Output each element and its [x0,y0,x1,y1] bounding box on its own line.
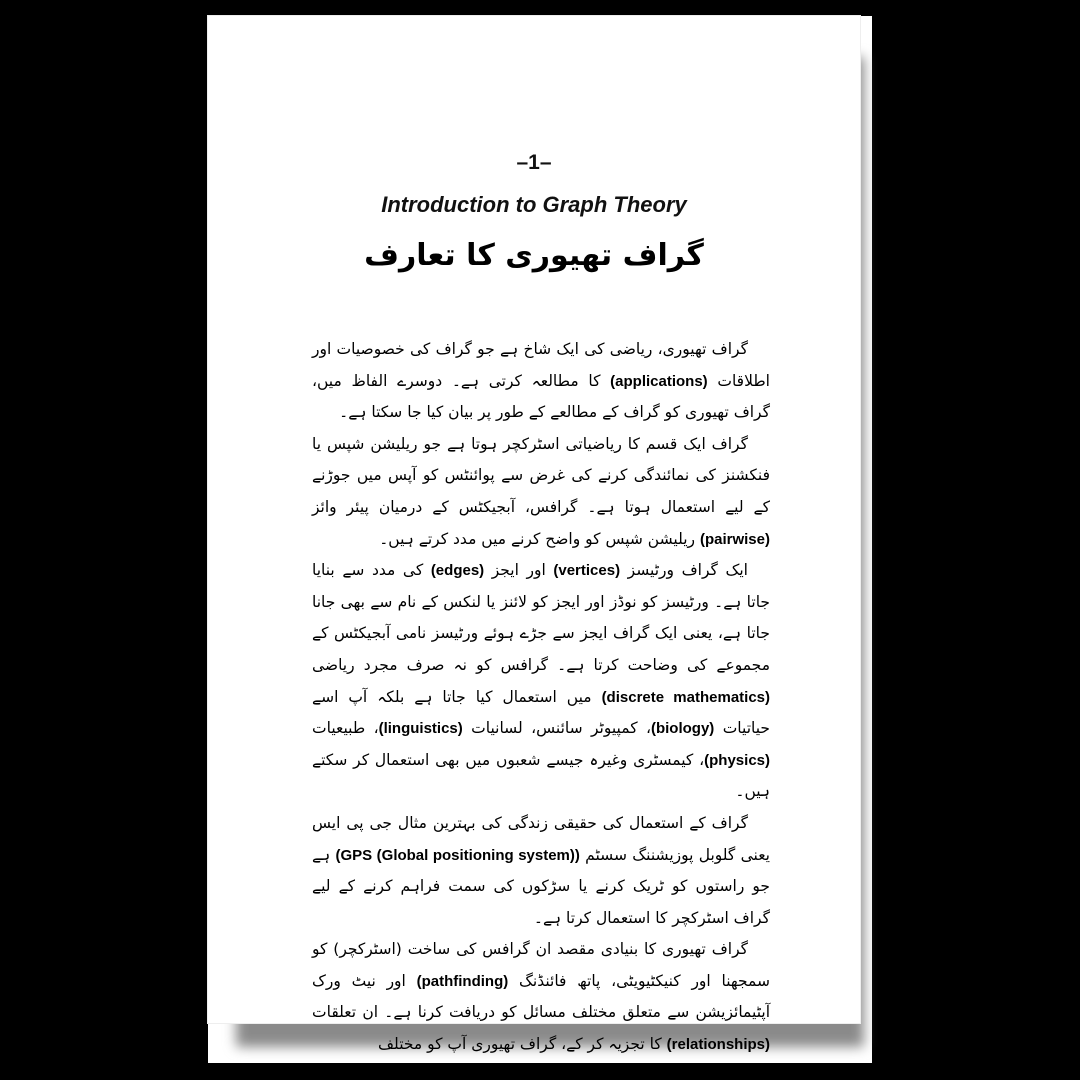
urdu-text: گراف کے استعمال کی حقیقی زندگی کی بہترین مثال جی پی ایس یعنی گلوبل پوزیشننگ سسٹم [312,813,770,864]
paragraph-vertices-edges [312,555,770,808]
english-term: (pairwise) [699,530,770,548]
english-term: (pathfinding) [416,972,509,990]
urdu-text: کی مدد سے بنایا جاتا ہے۔ ورٹیسز کو نوڈز اور ایجز کو لائنز یا لنکس کے نام سے بھی جانا جاتا ہے، یعنی ایک گراف ایجز سے جڑے ہوئے ورٹیسز نامی آبجیکٹس کے مجموعے کی وضاحت کرتا ہے۔ گرافس کو نہ صرف مجرد ریاضی [312,561,770,674]
english-term: (edges) [430,562,485,580]
urdu-text: ، کمپیوٹر سائنس، لسانیات [462,719,651,738]
urdu-text: ، کیمسٹری وغیرہ جیسے شعبوں میں بھی استعمال کر سکتے ہیں۔ [312,750,770,801]
urdu-text: گراف تھیوری کا بنیادی مقصد ان گرافس کی ساخت (اسٹرکچر) کو سمجھنا اور کنیکٹیویٹی، پاتھ فائنڈنگ [312,940,770,990]
paragraph-purpose [312,934,770,1060]
urdu-text: گراف تھیوری، ریاضی کی ایک شاخ ہے جو گراف کی خصوصیات اور اطلاقات [312,340,770,390]
urdu-text: ایک گراف ورٹیسز [620,561,748,580]
urdu-text: ریلیشن شپس کو واضح کرنے میں مدد کرتے ہیں۔ [379,529,700,548]
urdu-text: میں استعمال کیا جاتا ہے بلکہ آپ اسے حیاتیات [312,687,771,738]
chapter-number: –1– [516,151,552,174]
urdu-text: کا مطالعہ کرتی ہے۔ دوسرے الفاظ میں، گراف تھیوری کو گراف کے مطالعے کے طور پر بیان کیا جا سکتا ہے۔ [312,371,770,422]
urdu-text: کا تجزیہ کر کے، گراف تھیوری آپ کو مختلف [378,1035,667,1054]
urdu-text: اور ایجز [484,561,554,580]
english-term: (applications) [610,372,708,390]
paragraph-gps-example [312,808,770,934]
english-term: (discrete mathematics) [601,688,770,706]
english-term: (biology) [650,720,715,738]
urdu-text: گراف ایک قسم کا ریاضیاتی اسٹرکچر ہوتا ہے جو ریلیشن شپس یا فنکشنز کی نمائندگی کرنے کی غرض سے پوائنٹس کو آپس میں جوڑنے کے لیے استعمال ہوتا ہے۔ گرافس، آبجیکٹس کے درمیان پیئر وائز [312,434,770,516]
urdu-text: اور نیٹ ورک آپٹیمائزیشن سے متعلق مختلف مسائل کو دریافت کرنا ہے۔ ان تعلقات [312,971,770,1022]
chapter-body [312,334,770,1061]
english-term: (GPS (Global positioning system)) [335,846,580,864]
english-term: (relationships) [666,1036,770,1054]
english-term: (physics) [704,751,770,769]
chapter-title-english: Introduction to Graph Theory [381,192,687,217]
paragraph-definition [312,334,770,429]
paragraph-structure [312,429,770,555]
chapter-title-urdu: گراف تھیوری کا تعارف [364,238,704,273]
english-term: (vertices) [553,562,621,580]
book-page [208,16,860,1054]
english-term: (linguistics) [378,720,463,738]
urdu-text: ہے جو راستوں کو ٹریک کرنے یا سڑکوں کی سمت فراہم کرنے کے لیے گراف اسٹرکچر کا استعمال کرتا ہے۔ [312,845,770,927]
urdu-text: ، طبیعیات [312,719,379,738]
